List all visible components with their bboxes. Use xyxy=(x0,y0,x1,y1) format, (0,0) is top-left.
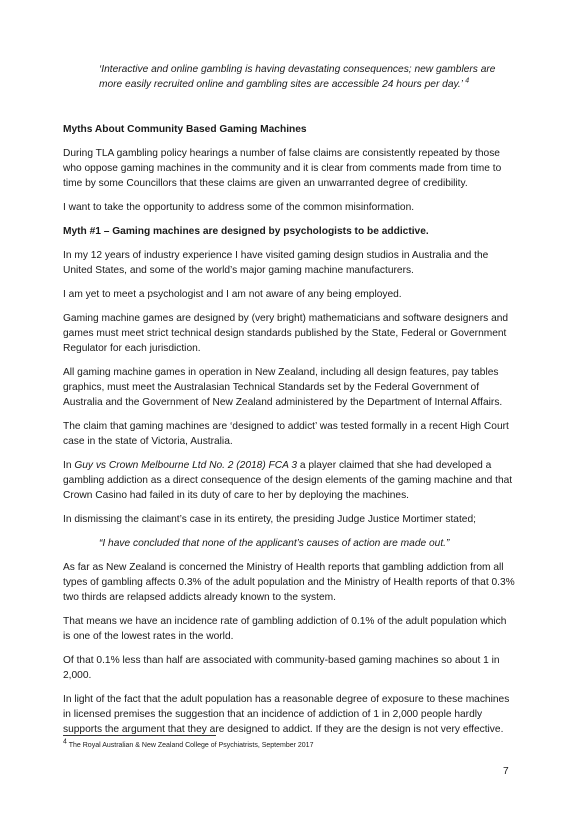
paragraph: I am yet to meet a psychologist and I am not aware of any being employed. xyxy=(63,289,402,300)
paragraph: In dismissing the claimant’s case in its entirety, the presiding Judge Justice Mortimer stated; xyxy=(63,514,476,525)
paragraph: In my 12 years of industry experience I have visited gaming design studios in Australia and the United States, and some of the world’s major gaming machine manufacturers. xyxy=(63,250,489,276)
myth-heading: Myth #1 – Gaming machines are designed by psychologists to be addictive. xyxy=(63,226,429,237)
page-body xyxy=(63,62,515,746)
footnote-divider xyxy=(63,735,216,736)
case-paragraph xyxy=(63,458,515,503)
section-heading: Myths About Community Based Gaming Machines xyxy=(63,124,307,135)
case-suffix: a player claimed that she had developed a gambling addiction as a direct consequence of the design elements of the gaming machine and that Crown Casino had failed in its duty of care to her by deploying the machines. xyxy=(63,460,513,501)
footnote-number: 4 xyxy=(63,738,67,746)
paragraph: As far as New Zealand is concerned the Ministry of Health reports that gambling addiction from all types of gambling affects 0.3% of the adult population and the Ministry of Health reports of that 0.3% two thirds are relapsed addicts already known to the system. xyxy=(63,562,515,603)
case-prefix: In xyxy=(63,460,75,471)
paragraph: During TLA gambling policy hearings a number of false claims are consistently repeated by those who oppose gaming machines in the community and it is clear from comments made from time to time by some Councillors that these claims are given an unwarranted degree of credibility. xyxy=(63,148,502,189)
paragraph: The claim that gaming machines are ‘designed to addict’ was tested formally in a recent High Court case in the state of Victoria, Australia. xyxy=(63,421,509,447)
intro-quote xyxy=(99,62,515,92)
paragraph: Gaming machine games are designed by (very bright) mathematicians and software designers and games must meet strict technical design standards published by the State, Federal or Government Regulator for each jurisdiction. xyxy=(63,313,509,354)
case-citation: Guy vs Crown Melbourne Ltd No. 2 (2018) FCA 3 xyxy=(74,460,298,471)
paragraph: That means we have an incidence rate of gambling addiction of 0.1% of the adult population which is one of the lowest rates in the world. xyxy=(63,616,507,642)
footnote-reference[interactable]: 4 xyxy=(465,77,470,85)
intro-quote-text: ‘Interactive and online gambling is having devastating consequences; new gamblers are more easily recruited online and gambling sites are accessible 24 hours per day.’ xyxy=(99,64,496,90)
judge-quote: “I have concluded that none of the applicant’s causes of action are made out.” xyxy=(99,538,450,549)
page-number: 7 xyxy=(503,766,509,777)
footnote xyxy=(63,738,314,751)
paragraph: In light of the fact that the adult population has a reasonable degree of exposure to these machines in licensed premises the suggestion that an incidence of addiction of 1 in 2,000 people hardly supports the argument that they are designed to addict. If they are the design is not very effective. xyxy=(63,694,510,735)
paragraph: I want to take the opportunity to address some of the common misinformation. xyxy=(63,202,415,213)
paragraph: All gaming machine games in operation in New Zealand, including all design features, pay tables graphics, must meet the Australasian Technical Standards set by the Federal Government of Australia and the Government of New Zealand administered by the Department of Internal Affairs. xyxy=(63,367,503,408)
paragraph: Of that 0.1% less than half are associated with community-based gaming machines so about 1 in 2,000. xyxy=(63,655,500,681)
footnote-text: The Royal Australian & New Zealand College of Psychiatrists, September 2017 xyxy=(68,742,314,749)
